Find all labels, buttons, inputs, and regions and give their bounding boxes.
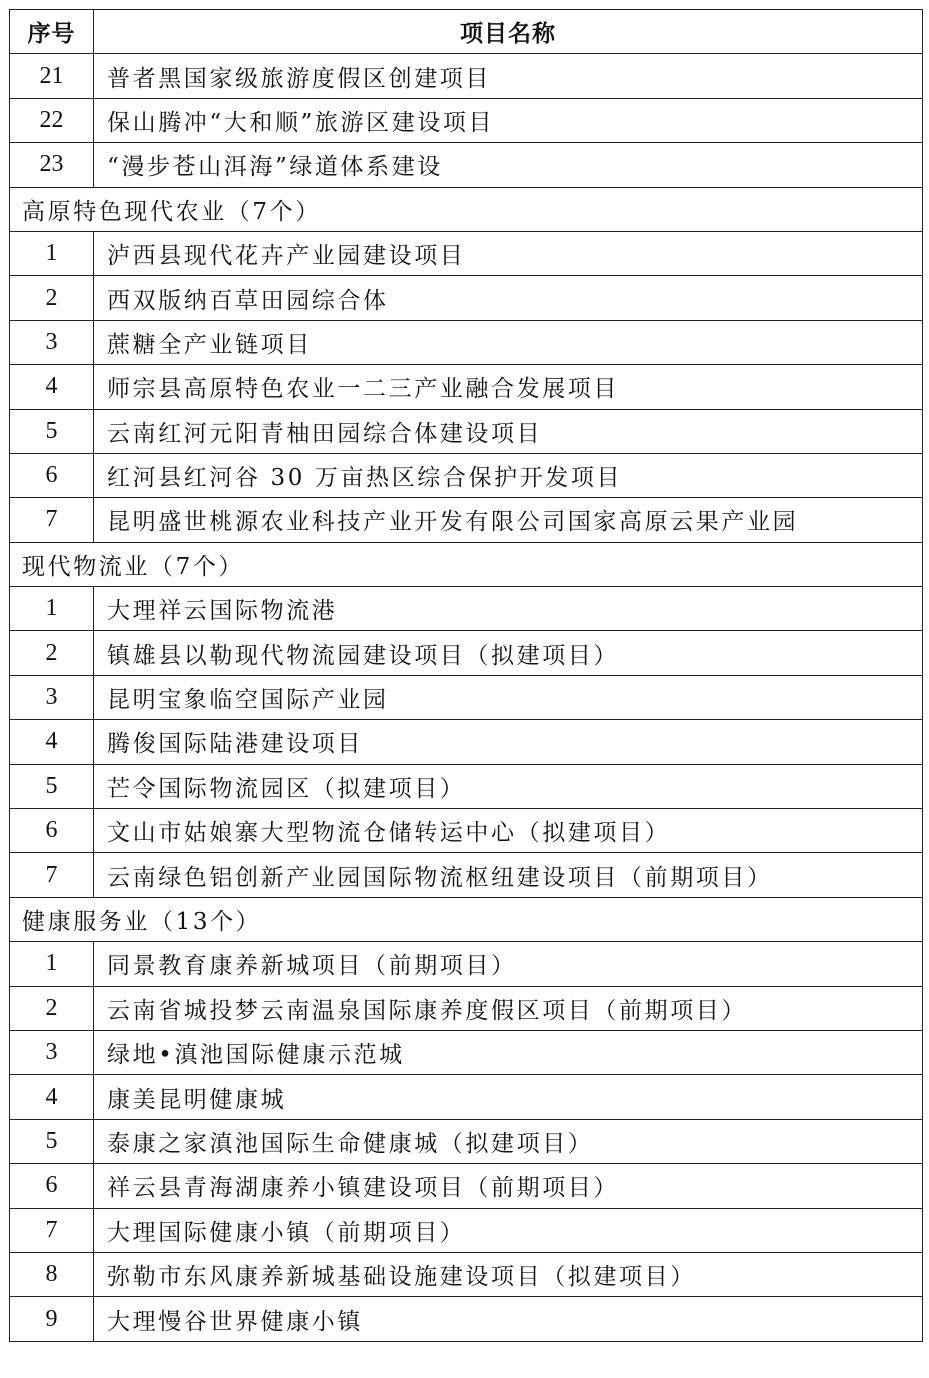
category-row [10, 187, 923, 231]
table-row [10, 986, 923, 1030]
serial-number-cell: 4 [10, 1075, 94, 1119]
serial-number-cell: 1 [10, 942, 94, 986]
table-row [10, 231, 923, 275]
table-row [10, 1075, 923, 1119]
table-row [10, 276, 923, 320]
serial-number-cell: 1 [10, 587, 94, 631]
table-row [10, 1030, 923, 1074]
category-row [10, 542, 923, 586]
serial-number-cell: 7 [10, 498, 94, 542]
serial-number-cell: 22 [10, 98, 94, 142]
table-row [10, 1297, 923, 1341]
serial-number-cell: 7 [10, 1208, 94, 1252]
table-row [10, 942, 923, 986]
table-row [10, 675, 923, 719]
project-name-cell: 蔗糖全产业链项目 [94, 320, 923, 364]
table-body [10, 54, 923, 1341]
project-name-cell: 文山市姑娘寨大型物流仓储转运中心（拟建项目） [94, 809, 923, 853]
serial-number-cell: 2 [10, 631, 94, 675]
table-row [10, 143, 923, 187]
table-row [10, 365, 923, 409]
serial-number-cell: 9 [10, 1297, 94, 1341]
table-row [10, 587, 923, 631]
project-table [9, 9, 923, 1342]
table-row [10, 409, 923, 453]
project-name-cell: 大理祥云国际物流港 [94, 587, 923, 631]
project-name-cell: 大理慢谷世界健康小镇 [94, 1297, 923, 1341]
table-row [10, 320, 923, 364]
serial-number-cell: 5 [10, 1119, 94, 1163]
serial-number-cell: 7 [10, 853, 94, 897]
table-row [10, 1252, 923, 1296]
table-row [10, 1164, 923, 1208]
project-name-cell: 康美昆明健康城 [94, 1075, 923, 1119]
serial-number-cell: 21 [10, 54, 94, 98]
category-title: 现代物流业（7个） [10, 542, 923, 586]
project-name-cell: 昆明盛世桃源农业科技产业开发有限公司国家高原云果产业园 [94, 498, 923, 542]
table-row [10, 98, 923, 142]
project-name-cell: 红河县红河谷 30 万亩热区综合保护开发项目 [94, 453, 923, 497]
project-name-cell: 泰康之家滇池国际生命健康城（拟建项目） [94, 1119, 923, 1163]
project-name-cell: 保山腾冲“大和顺”旅游区建设项目 [94, 98, 923, 142]
serial-number-cell: 3 [10, 675, 94, 719]
table-row [10, 809, 923, 853]
project-name-cell: 腾俊国际陆港建设项目 [94, 720, 923, 764]
serial-number-cell: 3 [10, 320, 94, 364]
project-name-cell: 昆明宝象临空国际产业园 [94, 675, 923, 719]
project-name-cell: 镇雄县以勒现代物流园建设项目（拟建项目） [94, 631, 923, 675]
project-name-cell: 弥勒市东风康养新城基础设施建设项目（拟建项目） [94, 1252, 923, 1296]
table-header-row [10, 10, 923, 54]
project-name-cell: 芒令国际物流园区（拟建项目） [94, 764, 923, 808]
table-row [10, 764, 923, 808]
table-row [10, 631, 923, 675]
serial-number-cell: 6 [10, 453, 94, 497]
serial-number-cell: 4 [10, 720, 94, 764]
project-name-cell: 云南红河元阳青柚田园综合体建设项目 [94, 409, 923, 453]
project-name-cell: 绿地•滇池国际健康示范城 [94, 1030, 923, 1074]
project-name-cell: 大理国际健康小镇（前期项目） [94, 1208, 923, 1252]
project-name-cell: 师宗县高原特色农业一二三产业融合发展项目 [94, 365, 923, 409]
serial-number-cell: 23 [10, 143, 94, 187]
serial-number-cell: 2 [10, 986, 94, 1030]
project-name-cell: “漫步苍山洱海”绿道体系建设 [94, 143, 923, 187]
serial-number-cell: 6 [10, 1164, 94, 1208]
project-name-cell: 祥云县青海湖康养小镇建设项目（前期项目） [94, 1164, 923, 1208]
header-project-name: 项目名称 [94, 10, 923, 54]
project-name-cell: 西双版纳百草田园综合体 [94, 276, 923, 320]
category-title: 高原特色现代农业（7个） [10, 187, 923, 231]
project-name-cell: 普者黑国家级旅游度假区创建项目 [94, 54, 923, 98]
serial-number-cell: 2 [10, 276, 94, 320]
serial-number-cell: 6 [10, 809, 94, 853]
table-row [10, 498, 923, 542]
serial-number-cell: 3 [10, 1030, 94, 1074]
table-row [10, 853, 923, 897]
serial-number-cell: 5 [10, 409, 94, 453]
category-title: 健康服务业（13个） [10, 897, 923, 941]
project-name-cell: 同景教育康养新城项目（前期项目） [94, 942, 923, 986]
table-row [10, 1208, 923, 1252]
serial-number-cell: 4 [10, 365, 94, 409]
project-name-cell: 云南省城投梦云南温泉国际康养度假区项目（前期项目） [94, 986, 923, 1030]
table-row [10, 54, 923, 98]
header-serial-number: 序号 [10, 10, 94, 54]
project-name-cell: 泸西县现代花卉产业园建设项目 [94, 231, 923, 275]
table-row [10, 1119, 923, 1163]
project-name-cell: 云南绿色铝创新产业园国际物流枢纽建设项目（前期项目） [94, 853, 923, 897]
table-row [10, 720, 923, 764]
category-row [10, 897, 923, 941]
table-row [10, 453, 923, 497]
serial-number-cell: 5 [10, 764, 94, 808]
serial-number-cell: 8 [10, 1252, 94, 1296]
serial-number-cell: 1 [10, 231, 94, 275]
